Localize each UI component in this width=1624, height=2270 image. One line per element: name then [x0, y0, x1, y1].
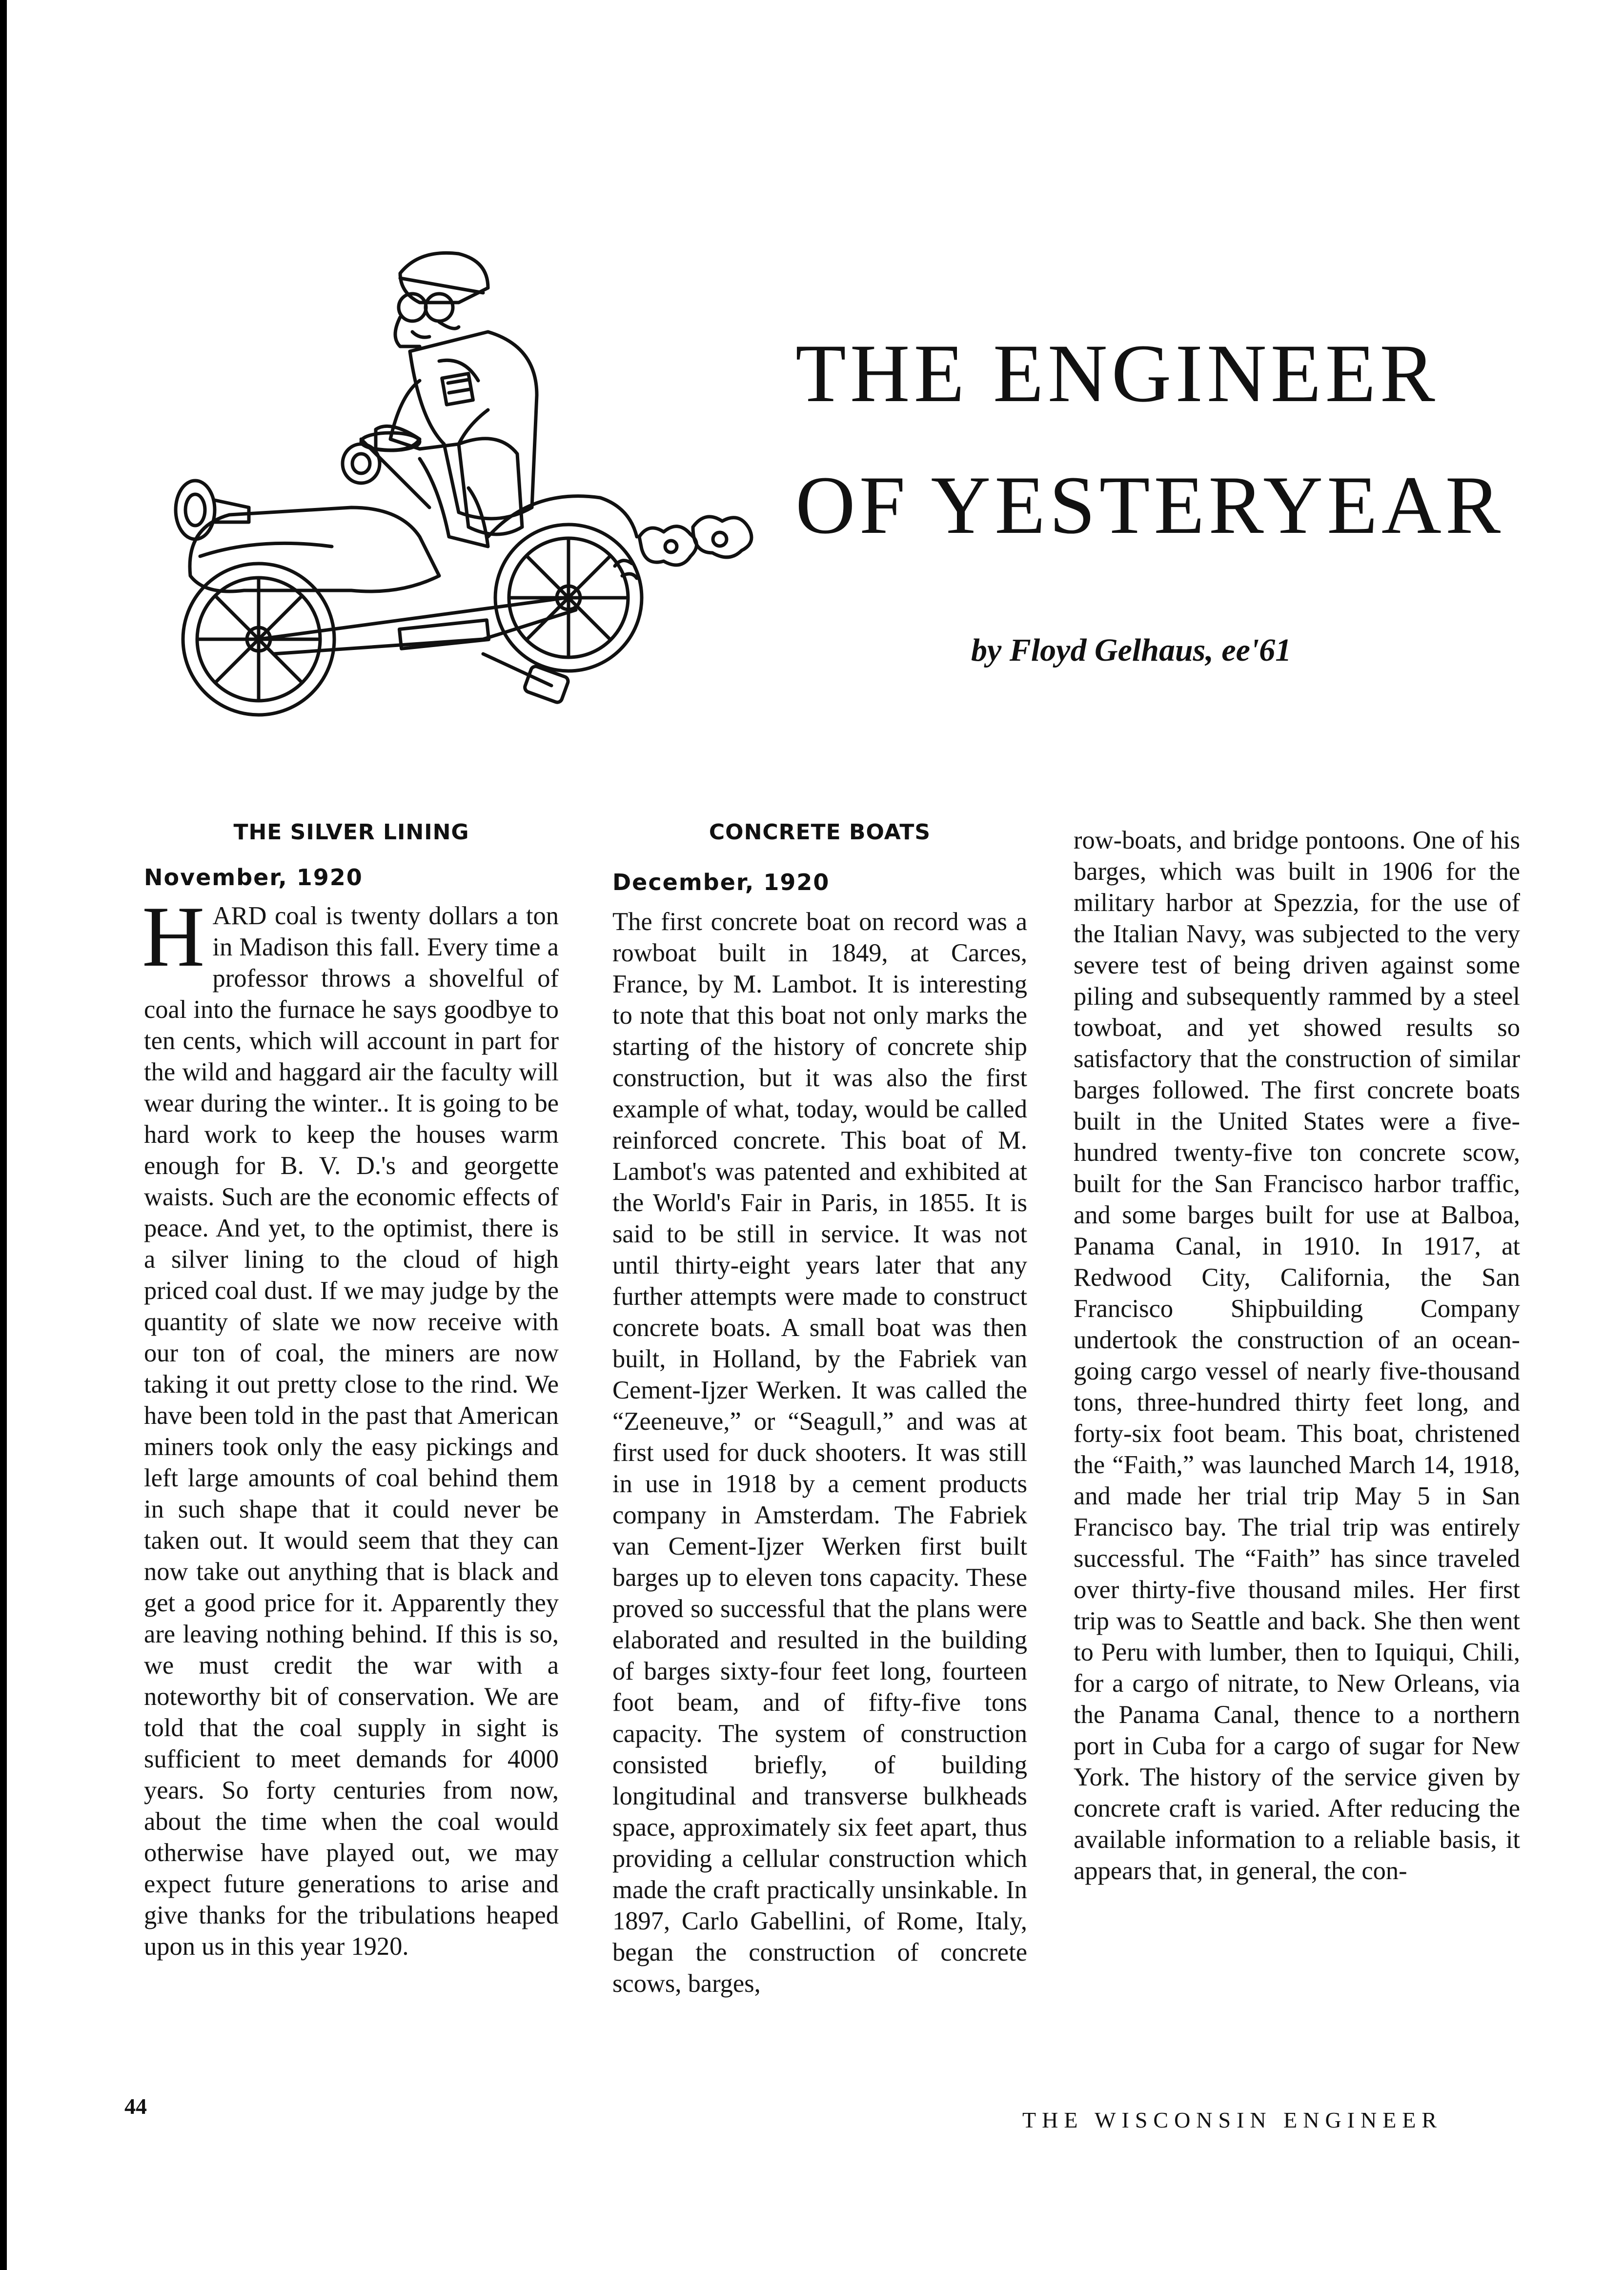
drop-cap: H	[142, 888, 205, 985]
section-heading: THE SILVER LINING	[233, 820, 469, 845]
article-title-line-2: OF YESTERYEAR	[795, 459, 1505, 551]
section-heading: CONCRETE BOATS	[709, 820, 931, 845]
column-concrete-boats-continued	[1074, 825, 1520, 1886]
byline: by Floyd Gelhaus, ee'61	[971, 632, 1292, 668]
page-number: 44	[124, 2094, 147, 2119]
section-date: December, 1920	[612, 869, 830, 895]
scan-edge	[0, 0, 7, 2270]
body-paragraph: row-boats, and bridge pontoons. One of his barges, which was built in 1906 for the military harbor at Spezzia, for the use of the Italian Navy, was subjected to the very severe test of being driven against some piling and subsequently rammed by a steel towboat, and yet showed results so satisfactory that the construction of similar barges followed. The first concrete boats built in the United States were a five-hundred twenty-five ton concrete scow, built for the San Francisco harbor traffic, and some barges built for use at Balboa, Panama Canal, in 1910. In 1917, at Redwood City, California, the San Francisco Shipbuilding Company undertook the construction of an ocean-going cargo vessel of nearly five-thousand tons, three-hundred thirty feet long, and forty-six foot beam. This boat, christened the “Faith,” was launched March 14, 1918, and made her trial trip May 5 in San Francisco bay. The trial trip was entirely successful. The “Faith” has since traveled over thirty-five thousand miles. Her first trip was to Seattle and back. She then went to Peru with lumber, then to Iquiqui, Chili, for a cargo of nitrate, to New Orleans, via the Panama Canal, thence to a northern port in Cuba for a cargo of sugar for New York. The history of the service given by concrete craft is varied. After reducing the available information to a reliable basis, it appears that, in general, the con-	[1074, 826, 1520, 1885]
body-paragraph: The first concrete boat on record was a rowboat built in 1849, at Carces, France, by M. Lambot. It is interesting to note that this boat not only marks the starting of the history of concrete ship construction, but it was also the first example of what, today, would be called reinforced concrete. This boat of M. Lambot's was patented and exhibited at the World's Fair in Paris, in 1855. It is said to be still in service. It was not until thirty-eight years later that any further attempts were made to construct concrete boats. A small boat was then built, in Holland, by the Fabriek van Cement-Ijzer Werken. It was called the “Zeeneuve,” or “Seagull,” and was at first used for duck shooters. It was still in use in 1918 by a cement products company in Amsterdam. The Fabriek van Cement-Ijzer Werken first built barges up to eleven tons capacity. These proved so successful that the plans were elaborated and resulted in the building of barges sixty-four feet long, fourteen foot beam, and of fifty-five tons capacity. The system of construction consisted briefly, of building longitudinal and transverse bulkheads space, approximately six feet apart, thus providing a cellular construction which made the craft practically unsinkable. In 1897, Carlo Gabellini, of Rome, Italy, began the construction of concrete scows, barges,	[612, 908, 1027, 1998]
section-date: November, 1920	[144, 864, 363, 891]
body-text	[142, 888, 559, 1962]
column-concrete-boats	[612, 820, 1027, 1999]
publication-footer: THE WISCONSIN ENGINEER	[1022, 2108, 1443, 2132]
column-silver-lining	[144, 820, 559, 1962]
vintage-car-illustration	[146, 234, 761, 737]
driver	[361, 253, 537, 547]
body-paragraph: ARD coal is twenty dollars a ton in Madison this fall. Every time a professor throws a shovelful of coal into the furnace he says goodbye to ten cents, which will account in part for the wild and haggard air the faculty will wear during the winter.. It is going to be hard work to keep the houses warm enough for B. V. D.'s and georgette waists. Such are the economic effects of peace. And yet, to the optimist, there is a silver lining to the cloud of high priced coal dust. If we may judge by the quantity of slate we now receive with our ton of coal, the miners are now taking it out pretty close to the rind. We have been told in the past that American miners took only the easy pickings and left large amounts of coal behind them in such shape that it could never be taken out. It would seem that they can now take out anything that is black and get a good price for it. Apparently they are leaving nothing behind. If this is so, we must credit the war with a noteworthy bit of conservation. We are told that the coal supply in sight is sufficient to meet demands for 4000 years. So forty centuries from now, about the time when the coal would otherwise have played out, we may expect future generations to arise and give thanks for the tribulations heaped upon us in this year 1920.	[144, 902, 559, 1961]
article-title-line-1: THE ENGINEER	[795, 327, 1439, 419]
rear-wheel	[488, 496, 642, 671]
